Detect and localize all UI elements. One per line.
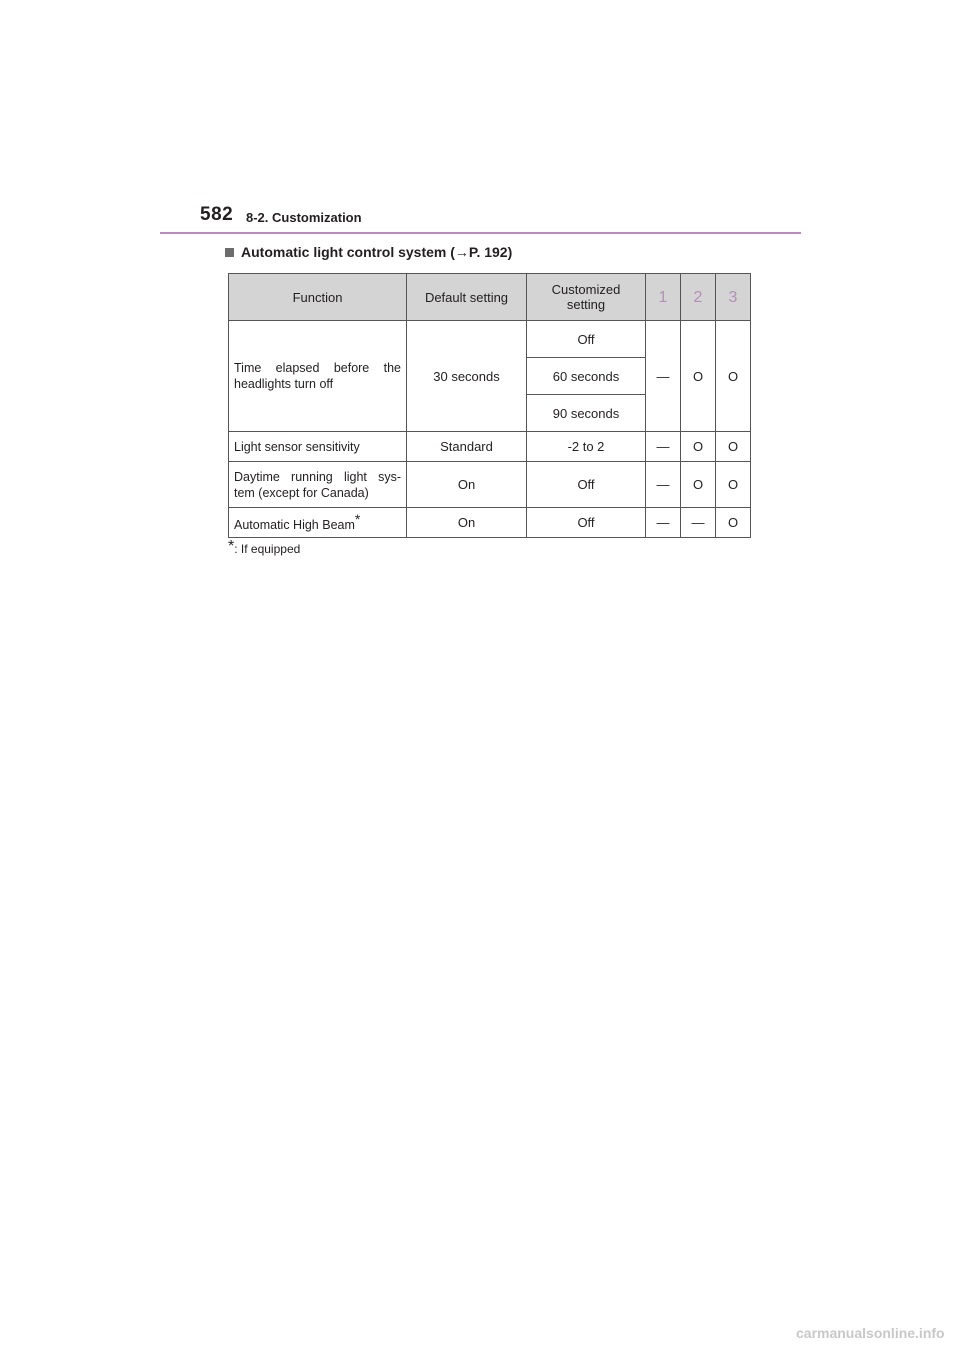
mark-cell: —	[646, 508, 681, 538]
section-title: 8-2. Customization	[246, 210, 362, 225]
heading-text: Automatic light control system (→P. 192)	[241, 244, 513, 260]
circled-number-3-icon: 3	[728, 288, 738, 306]
column-header-default: Default setting	[407, 274, 527, 321]
table-header-row	[229, 274, 751, 321]
option-cell: 90 seconds	[527, 395, 646, 432]
watermark: carmanualsonline.info	[796, 1325, 945, 1341]
default-cell: 30 seconds	[407, 321, 527, 432]
function-cell: Automatic High Beam*	[229, 508, 407, 538]
mark-cell: O	[681, 432, 716, 462]
custom-cell: Off	[527, 508, 646, 538]
arrow-right-icon: →	[454, 244, 469, 260]
footnote-mark: *	[228, 538, 235, 555]
footnote-text: : If equipped	[234, 542, 301, 556]
mark-cell: O	[681, 462, 716, 508]
circled-number-2-icon: 2	[693, 288, 703, 306]
column-header-function: Function	[229, 274, 407, 321]
function-cell: Daytime running light sys- tem (except for Canada)	[229, 462, 407, 508]
customization-table	[228, 273, 751, 538]
default-cell: On	[407, 508, 527, 538]
section-heading	[225, 244, 512, 260]
header-divider	[160, 232, 801, 234]
function-cell: Time elapsed before the headlights turn off	[229, 321, 407, 432]
mark-cell: O	[716, 321, 751, 432]
table-row	[229, 432, 751, 462]
mark-cell: O	[716, 508, 751, 538]
column-header-3	[716, 274, 751, 321]
mark-cell: —	[681, 508, 716, 538]
column-header-1	[646, 274, 681, 321]
mark-cell: O	[716, 462, 751, 508]
custom-cell: Off	[527, 462, 646, 508]
mark-cell: —	[646, 432, 681, 462]
option-cell: Off	[527, 321, 646, 358]
mark-cell: O	[716, 432, 751, 462]
custom-cell: -2 to 2	[527, 432, 646, 462]
footnote-mark: *	[354, 511, 361, 528]
footnote	[228, 540, 300, 558]
default-cell: On	[407, 462, 527, 508]
column-header-customized: Customized setting	[527, 274, 646, 321]
mark-cell: O	[681, 321, 716, 432]
square-bullet-icon	[225, 248, 234, 257]
table-row	[229, 321, 751, 358]
default-cell: Standard	[407, 432, 527, 462]
circled-number-1-icon: 1	[658, 288, 668, 306]
column-header-2	[681, 274, 716, 321]
mark-cell: —	[646, 462, 681, 508]
option-cell: 60 seconds	[527, 358, 646, 395]
mark-cell: —	[646, 321, 681, 432]
function-cell: Light sensor sensitivity	[229, 432, 407, 462]
table-row	[229, 462, 751, 508]
table-row	[229, 508, 751, 538]
page-number: 582	[200, 204, 234, 225]
